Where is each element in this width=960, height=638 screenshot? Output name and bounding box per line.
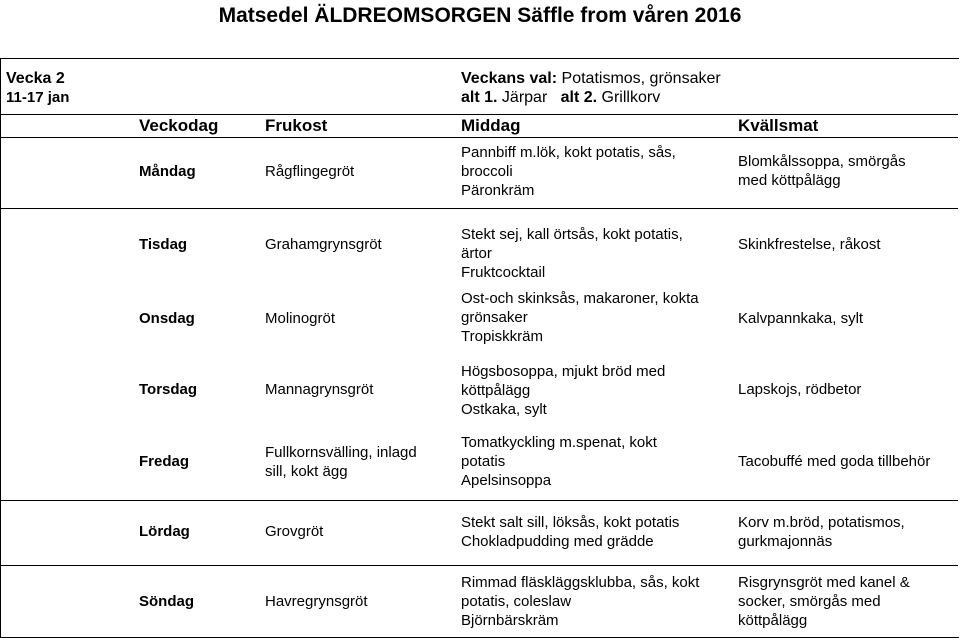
day-sunday: Söndag <box>139 593 194 610</box>
supper-sunday-line1: Risgrynsgröt med kanel & <box>738 574 910 591</box>
breakfast-friday-line1: Fullkornsvälling, inlagd <box>265 444 417 461</box>
breakfast-monday: Rågflingegröt <box>265 163 355 180</box>
lunch-monday-line2: broccoli <box>461 163 513 180</box>
header-lunch: Middag <box>461 116 521 135</box>
lunch-sunday-line3: Björnbärskräm <box>461 612 559 629</box>
week-dates: 11-17 jan <box>6 89 70 106</box>
breakfast-saturday: Grovgröt <box>265 523 324 540</box>
day-wednesday: Onsdag <box>139 310 195 327</box>
breakfast-sunday: Havregrynsgröt <box>265 593 368 610</box>
lunch-thursday-line1: Högsbosoppa, mjukt bröd med <box>461 363 666 380</box>
header-breakfast: Frukost <box>265 116 328 135</box>
lunch-sunday-line1: Rimmad fläskläggsklubba, sås, kokt <box>461 574 700 591</box>
rule-row-6 <box>0 500 958 501</box>
supper-thursday: Lapskojs, rödbetor <box>738 381 862 398</box>
lunch-friday-line2: potatis <box>461 453 506 470</box>
supper-monday-line1: Blomkålssoppa, smörgås <box>738 153 906 170</box>
rule-header-top <box>0 114 958 115</box>
header-day: Veckodag <box>139 116 219 135</box>
rule-header-bottom <box>0 137 958 138</box>
lunch-wednesday-line2: grönsaker <box>461 309 528 326</box>
weekly-choice <box>461 70 721 88</box>
lunch-saturday-line1: Stekt salt sill, löksås, kokt potatis <box>461 514 680 531</box>
lunch-thursday-line3: Ostkaka, sylt <box>461 401 547 418</box>
rule-row-1 <box>0 208 958 209</box>
breakfast-tuesday: Grahamgrynsgröt <box>265 236 382 253</box>
breakfast-friday-line2: sill, kokt ägg <box>265 463 348 480</box>
alt2-value: Grillkorv <box>597 89 661 106</box>
lunch-tuesday-line1: Stekt sej, kall örtsås, kokt potatis, <box>461 226 683 243</box>
page-title: Matsedel ÄLDREOMSORGEN Säffle from våren 2016 <box>218 4 742 27</box>
lunch-friday-line1: Tomatkyckling m.spenat, kokt <box>461 434 657 451</box>
alt1-label: alt 1. <box>461 89 498 106</box>
lunch-wednesday-line1: Ost-och skinksås, makaroner, kokta <box>461 290 699 307</box>
lunch-saturday-line2: Chokladpudding med grädde <box>461 533 654 550</box>
supper-sunday-line2: socker, smörgås med <box>738 593 881 610</box>
weekly-choice-label: Veckans val: <box>461 70 558 87</box>
day-tuesday: Tisdag <box>139 236 188 253</box>
day-monday: Måndag <box>139 163 196 180</box>
alt1-value: Järpar <box>497 89 548 106</box>
day-friday: Fredag <box>139 453 190 470</box>
header-supper: Kvällsmat <box>738 116 819 135</box>
supper-wednesday: Kalvpannkaka, sylt <box>738 310 864 327</box>
rule-row-7 <box>0 565 958 566</box>
day-saturday: Lördag <box>139 523 190 540</box>
lunch-wednesday-line3: Tropiskkräm <box>461 328 543 345</box>
supper-monday-line2: med köttpålägg <box>738 172 841 189</box>
supper-saturday-line2: gurkmajonnäs <box>738 533 833 550</box>
breakfast-wednesday: Molinogröt <box>265 310 336 327</box>
supper-friday: Tacobuffé med goda tillbehör <box>738 453 931 470</box>
lunch-thursday-line2: köttpålägg <box>461 382 531 399</box>
lunch-sunday-line2: potatis, coleslaw <box>461 593 572 610</box>
weekly-alternatives <box>461 89 660 107</box>
lunch-monday-line1: Pannbiff m.lök, kokt potatis, sås, <box>461 144 676 161</box>
breakfast-thursday: Mannagrynsgröt <box>265 381 374 398</box>
supper-tuesday: Skinkfrestelse, råkost <box>738 236 881 253</box>
lunch-tuesday-line3: Fruktcocktail <box>461 264 546 281</box>
weekly-choice-value: Potatismos, grönsaker <box>557 70 721 87</box>
week-label: Vecka 2 <box>6 70 65 87</box>
alt2-label: alt 2. <box>560 89 598 106</box>
day-thursday: Torsdag <box>139 381 198 398</box>
lunch-monday-line3: Päronkräm <box>461 182 535 199</box>
lunch-tuesday-line2: ärtor <box>461 245 492 262</box>
supper-sunday-line3: köttpålägg <box>738 612 808 629</box>
supper-saturday-line1: Korv m.bröd, potatismos, <box>738 514 905 531</box>
lunch-friday-line3: Apelsinsoppa <box>461 472 552 489</box>
